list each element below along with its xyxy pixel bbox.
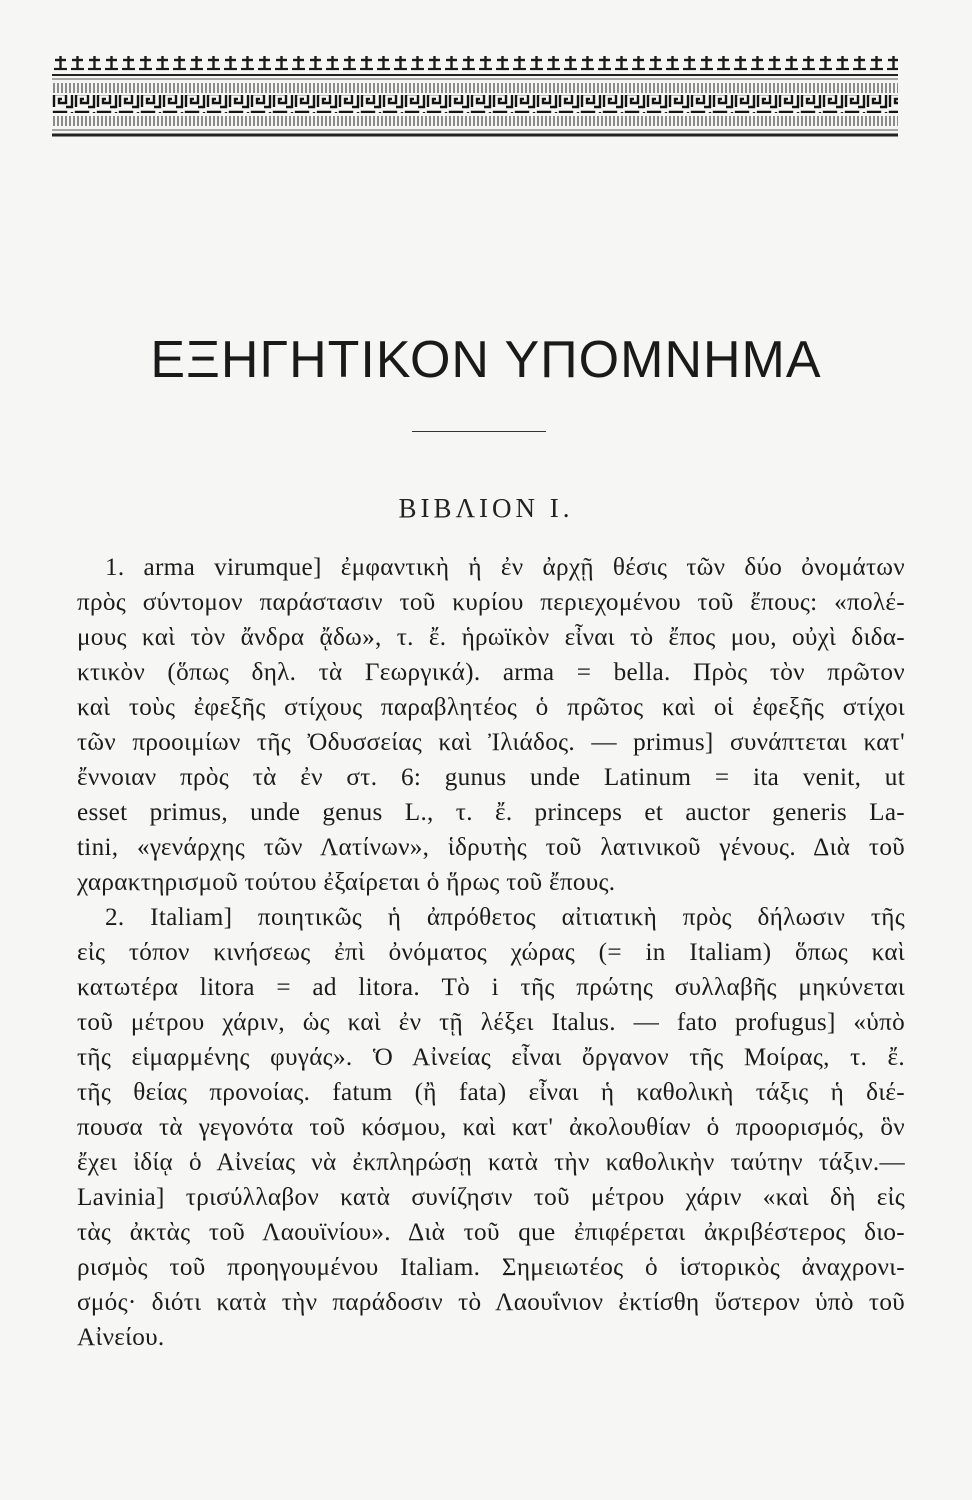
text-line: μους καὶ τὸν ἄνδρα ᾄδω», τ. ἔ. ἡρωϊκὸν εἶναι τὸ ἔπος μου, οὐχὶ διδα-	[77, 624, 905, 651]
commentary-body	[77, 550, 905, 1355]
text-line: Lavinia] τρισύλλαβον κατὰ συνίζησιν τοῦ μέτρου χάριν «καὶ δὴ εἰς	[77, 1184, 905, 1211]
text-line: τῆς θείας προνοίας. fatum (ἢ fata) εἶναι ἡ καθολικὴ τάξις ἡ διέ-	[77, 1079, 905, 1106]
text-line: σμός· διότι κατὰ τὴν παράδοσιν τὸ Λαουΐνιον ἐκτίσθη ὕστερον ὑπὸ τοῦ	[77, 1289, 905, 1316]
book-heading: ΒΙΒΛΙΟΝ Ι.	[398, 493, 574, 523]
text-line: Αἰνείου.	[77, 1324, 165, 1351]
text-line: τῶν προοιμίων τῆς Ὀδυσσείας καὶ Ἰλιάδος. — primus] συνάπτεται κατ'	[77, 729, 905, 756]
text-line: tini, «γενάρχης τῶν Λατίνων», ἱδρυτὴς τοῦ λατινικοῦ γένους. Διὰ τοῦ	[77, 834, 905, 861]
text-line: 2. Italiam] ποιητικῶς ἡ ἀπρόθετος αἰτιατικὴ πρὸς δήλωσιν τῆς	[105, 904, 905, 931]
text-line: τὰς ἀκτὰς τοῦ Λαουϊνίου». Διὰ τοῦ que ἐπιφέρεται ἀκριβέστερος διο-	[77, 1219, 905, 1246]
text-line: 1. arma virumque] ἐμφαντικὴ ἡ ἐν ἀρχῇ θέσις τῶν δύο ὀνομάτων	[105, 554, 905, 581]
text-line: πρὸς σύντομον παράστασιν τοῦ κυρίου περιεχομένου τοῦ ἔπους: «πολέ-	[77, 589, 905, 616]
text-line: κατωτέρα litora = ad litora. Τὸ i τῆς πρώτης συλλαβῆς μηκύνεται	[77, 974, 905, 1001]
text-line: κτικὸν (ὅπως δηλ. τὰ Γεωργικά). arma = bella. Πρὸς τὸν πρῶτον	[77, 659, 905, 686]
page-title: ΕΞΗΓΗΤΙΚΟΝ ΥΠΟΜΝΗΜΑ	[150, 331, 822, 389]
text-line: ρισμὸς τοῦ προηγουμένου Italiam. Σημειωτέος ὁ ἱστορικὸς ἀναχρονι-	[77, 1254, 905, 1281]
text-line: τοῦ μέτρου χάριν, ὡς καὶ ἐν τῇ λέξει Italus. — fato profugus] «ὑπὸ	[77, 1009, 905, 1036]
text-line: ἔχει ἰδίᾳ ὁ Αἰνείας νὰ ἐκπληρώσῃ κατὰ τὴν καθολικὴν ταύτην τάξιν.—	[77, 1149, 905, 1176]
greek-key-ornament-band	[52, 55, 898, 145]
text-line: καὶ τοὺς ἐφεξῆς στίχους παραβλητέος ὁ πρῶτος καὶ οἱ ἐφεξῆς στίχοι	[77, 694, 905, 721]
text-line: χαρακτηρισμοῦ τούτου ἐξαίρεται ὁ ἥρως τοῦ ἔπους.	[77, 869, 616, 896]
title-divider	[412, 431, 546, 432]
text-line: esset primus, unde genus L., τ. ἔ. princeps et auctor generis La-	[77, 799, 905, 826]
text-line: πουσα τὰ γεγονότα τοῦ κόσμου, καὶ κατ' ἀκολουθίαν ὁ προορισμός, ὃν	[77, 1114, 905, 1141]
text-line: εἰς τόπον κινήσεως ἐπὶ ὀνόματος χώρας (= in Italiam) ὅπως καὶ	[77, 939, 905, 966]
text-line: τῆς εἱμαρμένης φυγάς». Ὁ Αἰνείας εἶναι ὄργανον τῆς Μοίρας, τ. ἔ.	[77, 1044, 905, 1071]
text-line: ἔννοιαν πρὸς τὰ ἐν στ. 6: gunus unde Latinum = ita venit, ut	[77, 764, 905, 791]
